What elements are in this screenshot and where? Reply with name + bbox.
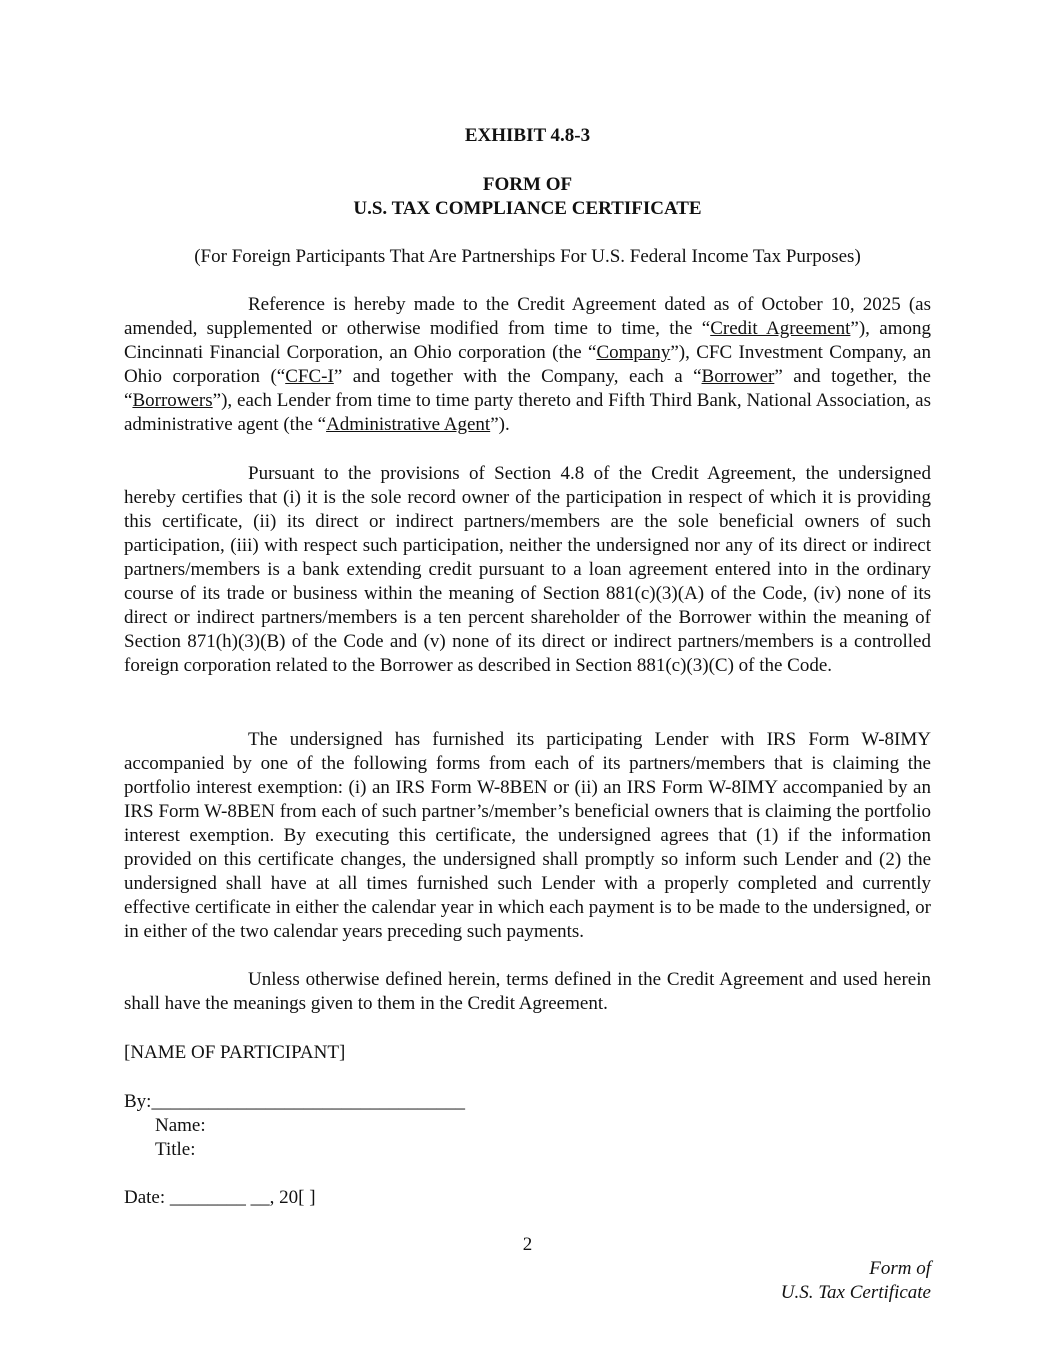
signature-by-line: By:_________________________________: [124, 1091, 465, 1112]
signature-date-line: Date: ________ __, 20[ ]: [124, 1187, 316, 1208]
footer-label: [781, 1257, 931, 1305]
paragraph-definitions: [124, 968, 931, 1016]
para1-text-6: ”), each Lender from time to time party thereto and Fifth Third Bank, National Association, as administrative agent (the “: [124, 390, 931, 435]
paragraph-reference: [124, 293, 931, 437]
document-subtitle: (For Foreign Participants That Are Partnerships For U.S. Federal Income Tax Purposes): [194, 246, 861, 267]
defined-term-cfc: CFC-I: [285, 366, 334, 387]
page-number: 2: [522, 1234, 533, 1255]
footer-line-1: Form of: [869, 1258, 931, 1279]
para2-text: Pursuant to the provisions of Section 4.8 of the Credit Agreement, the undersigned hereby certifies that (i) it is the sole record owner of the participation in respect of which it is providing this certificate, (ii) its direct or indirect partners/members are the sole beneficial owners of such participation, (iii) with respect such participation, neither the undersigned nor any of its direct or indirect partners/members is a bank extending credit pursuant to a loan agreement entered into in the ordinary course of its trade or business within the meaning of Section 881(c)(3)(A) of the Code, (iv) none of its direct or indirect partners/members is a ten percent shareholder of the Borrower within the meaning of Section 871(h)(3)(B) of the Code and (v) none of its direct or indirect partners/members is a controlled foreign corporation related to the Borrower as described in Section 881(c)(3)(C) of the Code.: [124, 463, 931, 676]
form-title: [124, 173, 931, 221]
exhibit-number: EXHIBIT 4.8-3: [464, 125, 591, 146]
certificate-title: U.S. TAX COMPLIANCE CERTIFICATE: [353, 198, 702, 219]
para1-text-4: ” and together with the Company, each a “: [333, 366, 702, 387]
para1-text-1: Reference is hereby made to the Credit Agreement dated as of October 10, 2025 (as amended, supplemented or otherwise modified from time to time, the “: [124, 294, 931, 339]
signature-name-label: Name:: [155, 1115, 206, 1136]
signature-title-label: Title:: [155, 1139, 196, 1160]
defined-term-company: Company: [596, 342, 671, 363]
participant-name-placeholder: [NAME OF PARTICIPANT]: [124, 1042, 346, 1063]
para1-text-7: ”).: [490, 414, 510, 435]
para4-text: Unless otherwise defined herein, terms defined in the Credit Agreement and used herein shall have the meanings given to them in the Credit Agreement.: [124, 969, 931, 1014]
document-page: [124, 0, 931, 1365]
para1-text-5: ” and together, the “: [124, 366, 931, 411]
defined-term-administrative-agent: Administrative Agent: [326, 414, 491, 435]
paragraph-forms: [124, 728, 931, 944]
defined-term-credit-agreement: Credit Agreement: [710, 318, 851, 339]
footer-line-2: U.S. Tax Certificate: [780, 1282, 931, 1303]
para1-text-2: ”), among Cincinnati Financial Corporation, an Ohio corporation (the “: [124, 318, 931, 363]
para3-text: The undersigned has furnished its participating Lender with IRS Form W-8IMY accompanied by one of the following forms from each of its partners/members that is claiming the portfolio interest exemption: (i) an IRS Form W-8BEN or (ii) an IRS Form W-8IMY accompanied by an IRS Form W-8BEN from each of such partner’s/member’s beneficial owners that is claiming the portfolio interest exemption. By executing this certificate, the undersigned agrees that (1) if the information provided on this certificate changes, the undersigned shall promptly so inform such Lender and (2) the undersigned shall have at all times furnished such Lender with a properly completed and currently effective certificate in either the calendar year in which each payment is to be made to the undersigned, or in either of the two calendar years preceding such payments.: [124, 729, 931, 942]
paragraph-certification: [124, 462, 931, 678]
para1-text-3: ”), CFC Investment Company, an Ohio corporation (“: [124, 342, 931, 387]
form-of-label: FORM OF: [482, 174, 573, 195]
defined-term-borrower: Borrower: [701, 366, 775, 387]
defined-term-borrowers: Borrowers: [132, 390, 213, 411]
